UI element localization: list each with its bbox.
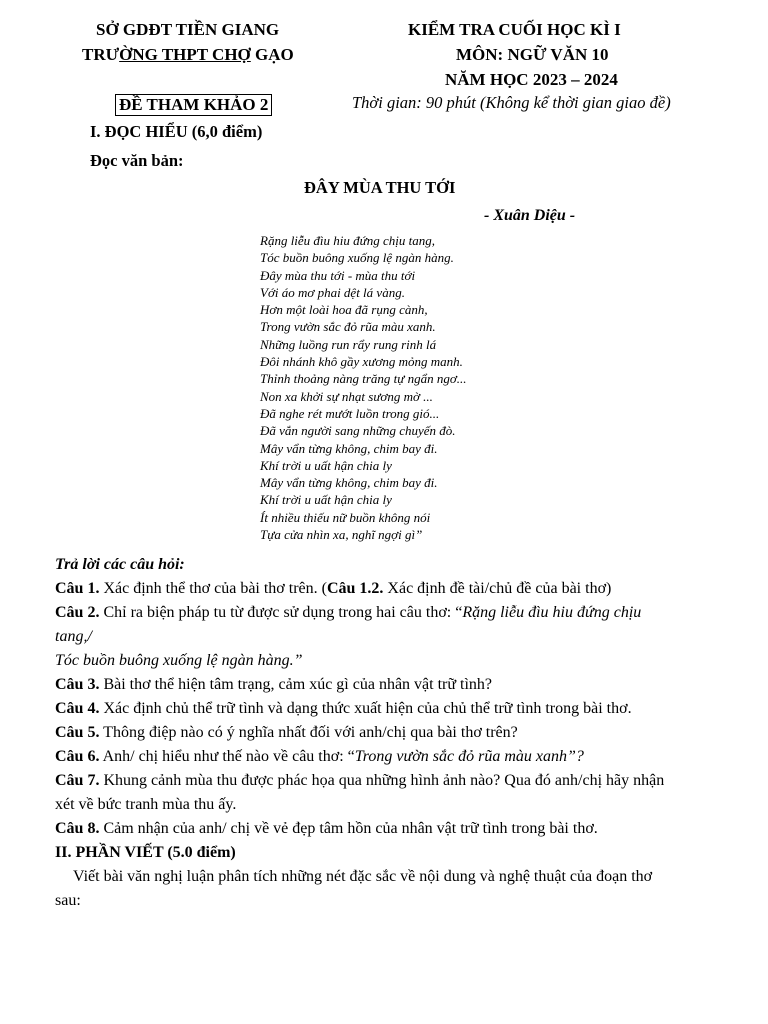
exam-title: KIỂM TRA CUỐI HỌC KÌ I (408, 20, 621, 39)
question-3-text: Bài thơ thể hiện tâm trạng, cảm xúc gì của nhân vật trữ tình? (99, 676, 493, 693)
read-label: Đọc văn bản: (90, 151, 184, 170)
question-3-label: Câu 3. (55, 676, 100, 693)
poem-line: Mây vẩn từng không, chim bay đi. (260, 440, 438, 456)
question-4-label: Câu 4. (55, 700, 100, 717)
question-6 (55, 745, 727, 769)
question-2-text: Chỉ ra biện pháp tu từ được sử dụng trong hai câu thơ: “ (99, 604, 463, 621)
poem-line: Tựa cửa nhìn xa, nghĩ ngợi gì” (260, 527, 423, 543)
question-1-sub-label: Câu 1.2. (326, 580, 384, 597)
question-7-label: Câu 7. (55, 772, 100, 789)
poem-line: Mây vẩn từng không, chim bay đi. (260, 475, 438, 491)
poem-line: Khí trời u uất hận chia ly (260, 457, 392, 473)
question-3 (55, 673, 727, 697)
question-6-quote: Trong vườn sắc đỏ rũa màu xanh”? (354, 748, 584, 765)
question-7-text: Khung cảnh mùa thu được phác họa qua những hình ảnh nào? Qua đó anh/chị hãy nhận (99, 772, 665, 789)
poem-line: Với áo mơ phai dệt lá vàng. (260, 284, 405, 300)
section2-prompt-line1: Viết bài văn nghị luận phân tích những nét đặc sắc về nội dung và nghệ thuật của đoạn thơ (73, 868, 653, 885)
poem-line: Đã vắn người sang những chuyến đò. (260, 423, 456, 439)
question-8-text: Cảm nhận của anh/ chị về vẻ đẹp tâm hồn của nhân vật trữ tình trong bài thơ. (99, 820, 598, 837)
question-5-text: Thông điệp nào có ý nghĩa nhất đối với anh/chị qua bài thơ trên? (99, 724, 518, 741)
department-name: SỞ GDĐT TIỀN GIANG (96, 20, 280, 39)
poem-line: Trong vườn sắc đỏ rũa màu xanh. (260, 319, 436, 335)
question-7-line2: xét về bức tranh mùa thu ấy. (55, 796, 237, 813)
poem-author: - Xuân Diệu - (484, 207, 576, 224)
question-1-text: Xác định thể thơ của bài thơ trên. ( (99, 580, 327, 597)
question-1-label: Câu 1. (55, 580, 100, 597)
question-2 (55, 601, 727, 673)
poem-line: Thỉnh thoảng nàng trăng tự ngẩn ngơ... (260, 371, 467, 387)
question-7 (55, 769, 727, 817)
poem-body (260, 232, 467, 543)
poem-line: Đã nghe rét mướt luồn trong gió... (260, 405, 440, 421)
exam-code-box: ĐỀ THAM KHẢO 2 (115, 94, 272, 116)
poem-line: Những luồng run rẩy rung rinh lá (260, 336, 437, 352)
poem-line: Khí trời u uất hận chia ly (260, 492, 392, 508)
question-1-sub-text: Xác định đề tài/chủ đề của bài thơ) (383, 580, 612, 597)
question-6-text: Anh/ chị hiểu như thế nào về câu thơ: “ (99, 748, 355, 765)
poem-line: Non xa khởi sự nhạt sương mờ ... (260, 388, 433, 404)
school-name-part3: GẠO (250, 45, 294, 64)
poem-line: Đôi nhánh khô gầy xương mỏng manh. (260, 354, 463, 370)
section2-prompt-line2: sau: (55, 892, 81, 909)
question-8 (55, 817, 727, 841)
poem-title: ĐÂY MÙA THU TỚI (304, 178, 456, 197)
section2-prompt (55, 865, 727, 913)
poem-line: Đây mùa thu tới - mùa thu tới (260, 267, 416, 283)
poem-line: Tóc buồn buông xuống lệ ngàn hàng. (260, 250, 454, 266)
question-4 (55, 697, 727, 721)
question-1 (55, 577, 727, 601)
exam-subject: MÔN: NGỮ VĂN 10 (456, 45, 609, 64)
school-name-part2: ỜNG THPT CHỢ (119, 45, 251, 64)
question-2-quote-end: tang,/ (55, 628, 92, 645)
time-note: Thời gian: 90 phút (Không kể thời gian giao đề) (352, 93, 671, 112)
section1-heading: I. ĐỌC HIỂU (6,0 điểm) (90, 122, 263, 141)
poem-line: Rặng liễu đìu hiu đứng chịu tang, (260, 233, 435, 248)
question-5 (55, 721, 727, 745)
school-name-part1: TRƯ (82, 45, 120, 64)
poem-line: Ít nhiều thiếu nữ buồn không nói (260, 509, 431, 525)
question-2-quote: Rặng liễu đìu hiu đứng chịu (462, 604, 642, 621)
school-year: NĂM HỌC 2023 – 2024 (445, 70, 618, 89)
school-name (82, 45, 294, 65)
questions-intro: Trả lời các câu hỏi: (55, 556, 185, 573)
question-4-text: Xác định chủ thể trữ tình và dạng thức xuất hiện của chủ thể trữ tình trong bài thơ. (99, 700, 632, 717)
poem-line: Hơn một loài hoa đã rụng cành, (260, 302, 428, 318)
question-2-line2: Tóc buồn buông xuống lệ ngàn hàng.” (55, 652, 303, 669)
question-8-label: Câu 8. (55, 820, 100, 837)
section2-heading: II. PHẦN VIẾT (5.0 điểm) (55, 844, 236, 861)
question-5-label: Câu 5. (55, 724, 100, 741)
question-6-label: Câu 6. (55, 748, 100, 765)
question-2-label: Câu 2. (55, 604, 100, 621)
